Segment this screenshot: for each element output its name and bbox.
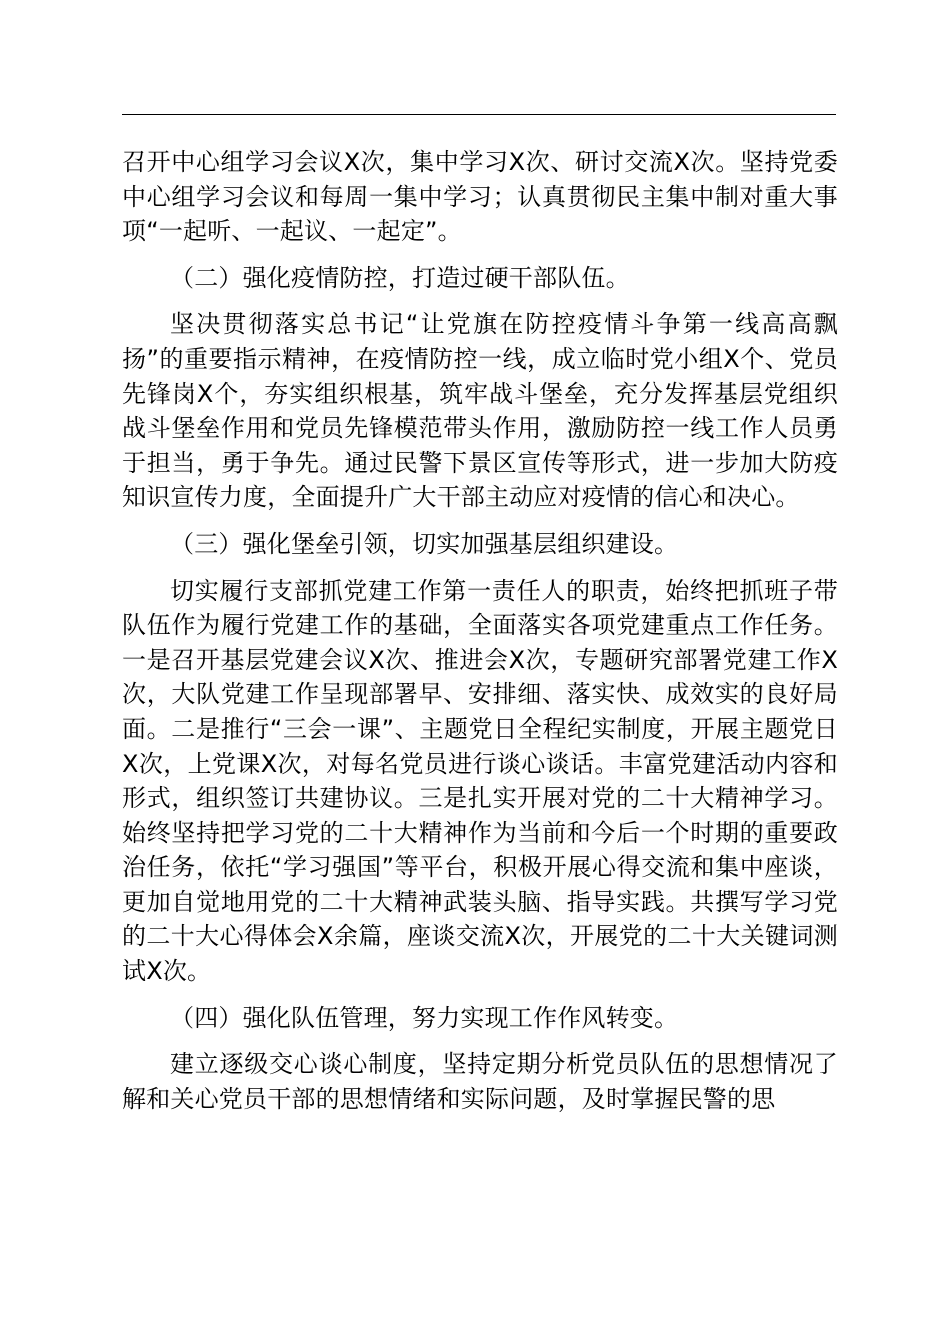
section-heading-2: （二）强化疫情防控，打造过硬干部队伍。 bbox=[170, 263, 630, 292]
header-rule bbox=[122, 114, 836, 115]
section-heading-3: （三）强化堡垒引领，切实加强基层组织建设。 bbox=[170, 529, 679, 558]
section-heading-4: （四）强化队伍管理，努力实现工作作风转变。 bbox=[170, 1003, 679, 1032]
paragraph-continuation: 召开中心组学习会议X次，集中学习X次、研讨交流X次。坚持党委中心组学习会议和每周一集中学习；认真贯彻民主集中制对重大事项“一起听、一起议、一起定”。 bbox=[122, 148, 838, 246]
document-body bbox=[122, 145, 838, 1116]
paragraph-team-management: 建立逐级交心谈心制度，坚持定期分析党员队伍的思想情况了解和关心党员干部的思想情绪和实际问题，及时掌握民警的思 bbox=[122, 1050, 838, 1113]
paragraph-epidemic-control: 坚决贯彻落实总书记“让党旗在防控疫情斗争第一线高高飘扬”的重要指示精神，在疫情防控一线，成立临时党小组X个、党员先锋岗X个，夯实组织根基，筑牢战斗堡垒，充分发挥基层党组织战斗堡垒作用和党员先锋模范带头作用，激励防控一线工作人员勇于担当，勇于争先。通过民警下景区宣传等形式，进一步加大防疫知识宣传力度，全面提升广大干部主动应对疫情的信心和决心。 bbox=[122, 310, 838, 512]
paragraph-grassroots-organization: 切实履行支部抓党建工作第一责任人的职责，始终把抓班子带队伍作为履行党建工作的基础，全面落实各项党建重点工作任务。一是召开基层党建会议X次、推进会X次，专题研究部署党建工作X次，大队党建工作呈现部署早、安排细、落实快、成效实的良好局面。二是推行“三会一课”、主题党日全程纪实制度，开展主题党日X次，上党课X次，对每名党员进行谈心谈话。丰富党建活动内容和形式，组织签订共建协议。三是扎实开展对党的二十大精神学习。始终坚持把学习党的二十大精神作为当前和今后一个时期的重要政治任务，依托“学习强国”等平台，积极开展心得交流和集中座谈，更加自觉地用党的二十大精神武装头脑、指导实践。共撰写学习党的二十大心得体会X余篇，座谈交流X次，开展党的二十大关键词测试X次。 bbox=[122, 576, 838, 986]
